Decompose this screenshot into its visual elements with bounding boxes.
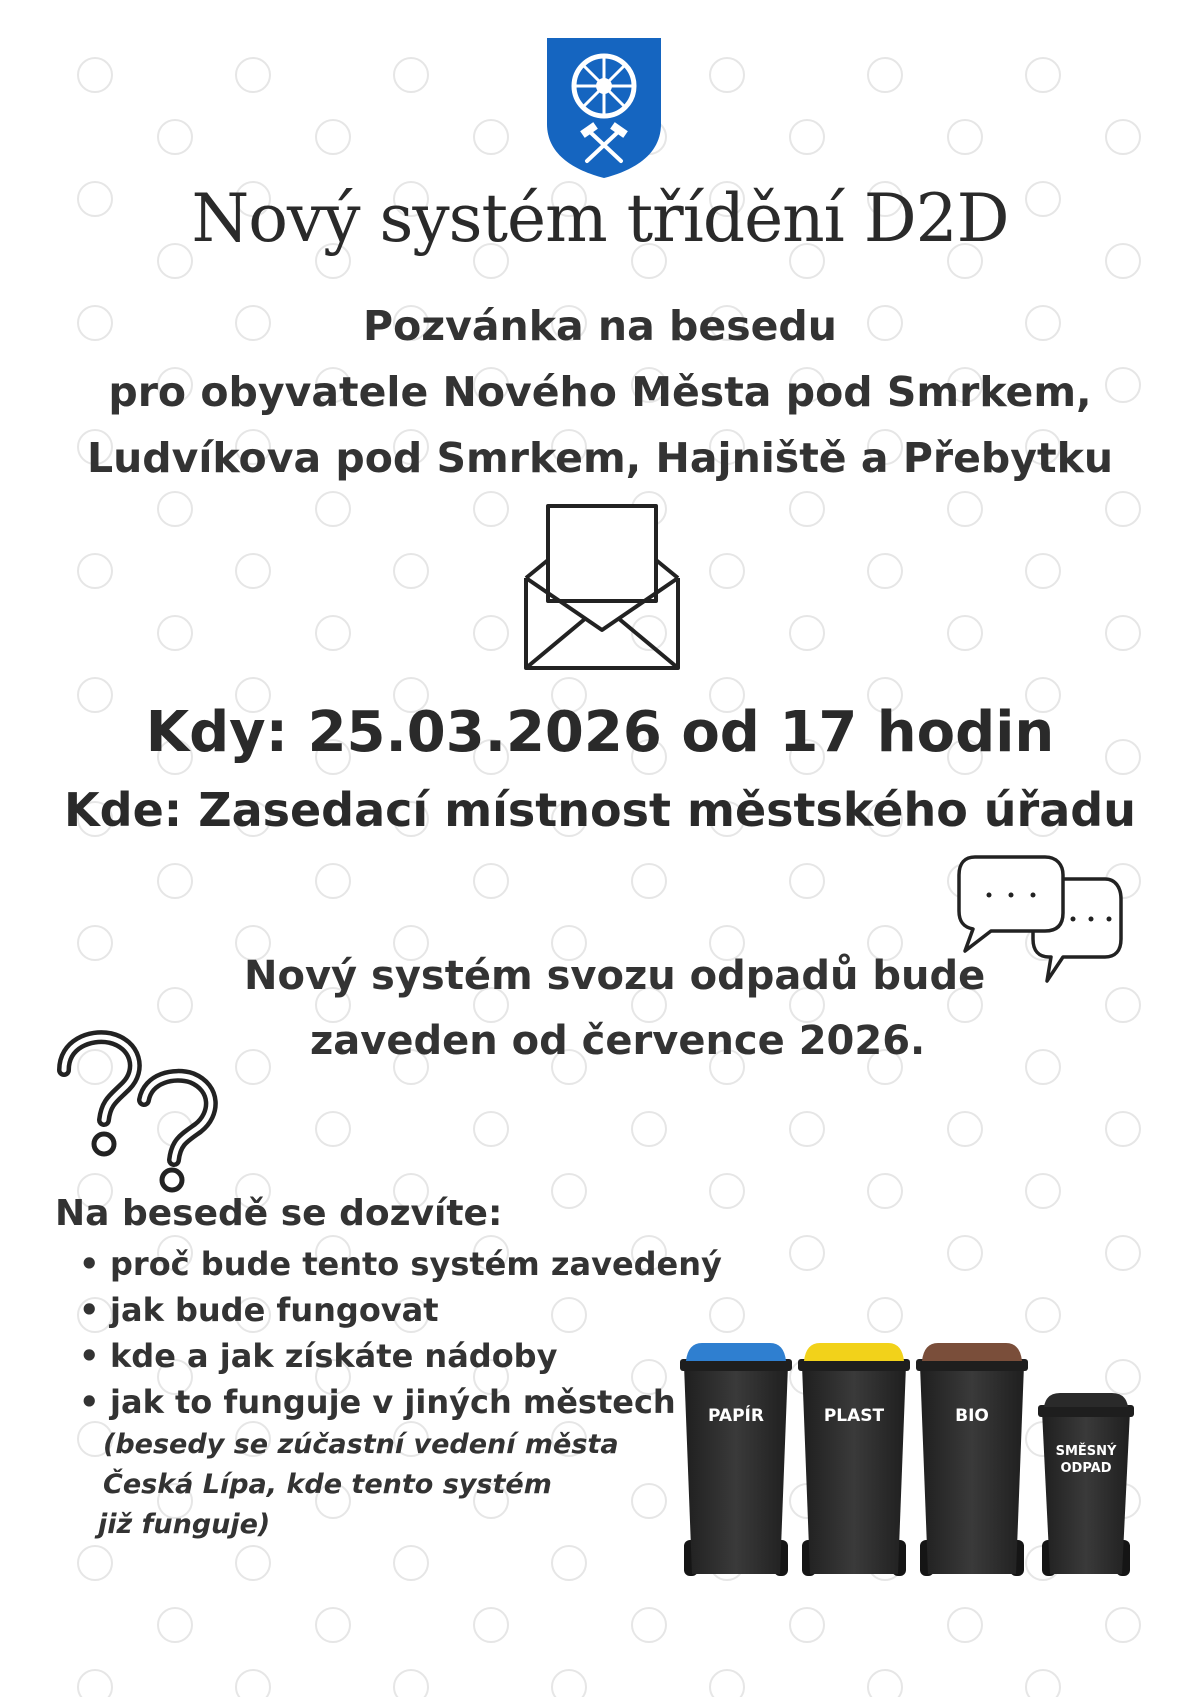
list-item-text: jak bude fungovat	[110, 1291, 439, 1329]
background-dot	[1106, 120, 1140, 154]
background-dot	[710, 58, 744, 92]
background-dot	[1026, 1670, 1060, 1697]
background-dot	[790, 864, 824, 898]
background-dot	[948, 120, 982, 154]
list-item-text: jak to funguje v jiných městech	[110, 1383, 676, 1421]
list-item	[75, 1291, 722, 1337]
list-item	[75, 1383, 722, 1429]
bin-label: PAPÍR	[708, 1406, 764, 1426]
background-dot	[1026, 1050, 1060, 1084]
background-dot	[552, 1670, 586, 1697]
list-item	[75, 1245, 722, 1291]
background-dot	[78, 1670, 112, 1697]
background-dot	[474, 120, 508, 154]
background-dot	[790, 1236, 824, 1270]
bin-lid	[922, 1343, 1022, 1361]
bin-lid	[686, 1343, 786, 1361]
background-dot	[236, 1546, 270, 1580]
background-dot	[948, 492, 982, 526]
background-dot	[236, 554, 270, 588]
background-dot	[1106, 616, 1140, 650]
background-dot	[868, 58, 902, 92]
background-dot	[158, 492, 192, 526]
background-dot	[158, 1608, 192, 1642]
background-dot	[948, 1608, 982, 1642]
background-dot	[78, 554, 112, 588]
background-dot	[236, 1050, 270, 1084]
background-dot	[316, 492, 350, 526]
background-dot	[394, 1546, 428, 1580]
learn-note-line: Česká Lípa, kde tento systém	[103, 1469, 552, 1500]
background-dot	[948, 1112, 982, 1146]
waste-bin	[1038, 1393, 1134, 1576]
background-dot	[78, 58, 112, 92]
background-dot	[316, 1112, 350, 1146]
event-where: Kde: Zasedací místnost městského úřadu	[64, 783, 1136, 837]
event-when: Kdy: 25.03.2026 od 17 hodin	[145, 700, 1055, 765]
background-dot	[474, 1608, 508, 1642]
waste-bin	[680, 1343, 792, 1576]
background-dot	[158, 120, 192, 154]
background-dot	[868, 1174, 902, 1208]
background-dot	[1026, 554, 1060, 588]
background-dot	[316, 120, 350, 154]
invitation-line-3: Ludvíkova pod Smrkem, Hajniště a Přebytku	[86, 434, 1114, 482]
bin-lid	[804, 1343, 904, 1361]
background-dot	[474, 492, 508, 526]
background-dot	[632, 1608, 666, 1642]
learn-note-line: již funguje)	[98, 1509, 271, 1540]
background-dot	[1106, 492, 1140, 526]
background-dot	[1106, 1608, 1140, 1642]
announcement-line-1: Nový systém svozu odpadů bude	[244, 953, 986, 999]
bins-group	[680, 1343, 1134, 1576]
invitation-line-2: pro obyvatele Nového Města pod Smrkem,	[108, 368, 1092, 416]
question-marks-icon	[52, 1030, 227, 1195]
waste-bin	[916, 1343, 1028, 1576]
learn-list	[75, 1245, 722, 1429]
bullet-icon: •	[79, 1291, 100, 1329]
background-dot	[316, 1608, 350, 1642]
background-dot	[394, 554, 428, 588]
background-dot	[158, 616, 192, 650]
list-item-text: proč bude tento systém zavedený	[110, 1245, 722, 1283]
bin-label: ODPAD	[1060, 1461, 1112, 1476]
waste-bin	[798, 1343, 910, 1576]
background-dot	[790, 120, 824, 154]
background-dot	[236, 58, 270, 92]
bullet-icon: •	[79, 1337, 100, 1375]
bin-label: PLAST	[823, 1406, 885, 1426]
background-dot	[1026, 1174, 1060, 1208]
background-dot	[552, 1174, 586, 1208]
background-dot	[1106, 1236, 1140, 1270]
background-dot	[710, 554, 744, 588]
background-dot	[158, 864, 192, 898]
background-dot	[632, 864, 666, 898]
bin-lid	[1044, 1393, 1128, 1407]
bin-label: SMĚSNÝ	[1055, 1444, 1117, 1459]
background-dot	[790, 616, 824, 650]
background-dot	[316, 616, 350, 650]
envelope-icon	[520, 500, 685, 675]
announcement-line-2: zaveden od července 2026.	[310, 1018, 926, 1064]
background-dot	[474, 616, 508, 650]
background-dot	[868, 554, 902, 588]
background-dot	[948, 616, 982, 650]
background-dot	[158, 988, 192, 1022]
bullet-icon: •	[79, 1245, 100, 1283]
bin-label: BIO	[955, 1406, 989, 1426]
background-dot	[474, 864, 508, 898]
list-item	[75, 1337, 722, 1383]
background-dot	[790, 1608, 824, 1642]
background-dot	[552, 1546, 586, 1580]
background-dot	[1106, 1112, 1140, 1146]
invitation-line-1: Pozvánka na besedu	[363, 302, 837, 350]
background-dot	[710, 1670, 744, 1697]
background-dot	[474, 1112, 508, 1146]
background-dot	[394, 58, 428, 92]
background-dot	[868, 1670, 902, 1697]
background-dot	[394, 1670, 428, 1697]
background-dot	[632, 1112, 666, 1146]
background-dot	[632, 1484, 666, 1518]
background-dot	[78, 1546, 112, 1580]
bullet-icon: •	[79, 1383, 100, 1421]
learn-note-line: (besedy se zúčastní vedení města	[103, 1429, 619, 1460]
page-title: Nový systém třídění D2D	[191, 180, 1009, 257]
learn-note	[98, 1425, 619, 1545]
background-dot	[710, 1174, 744, 1208]
background-dot	[316, 864, 350, 898]
waste-bins-illustration	[678, 1320, 1148, 1580]
background-dot	[790, 1112, 824, 1146]
background-dot	[78, 926, 112, 960]
background-dot	[1026, 58, 1060, 92]
town-crest-icon	[545, 36, 663, 180]
background-dot	[948, 1236, 982, 1270]
learn-heading: Na besedě se dozvíte:	[55, 1193, 503, 1234]
background-dot	[790, 492, 824, 526]
background-dot	[236, 1670, 270, 1697]
list-item-text: kde a jak získáte nádoby	[110, 1337, 558, 1375]
